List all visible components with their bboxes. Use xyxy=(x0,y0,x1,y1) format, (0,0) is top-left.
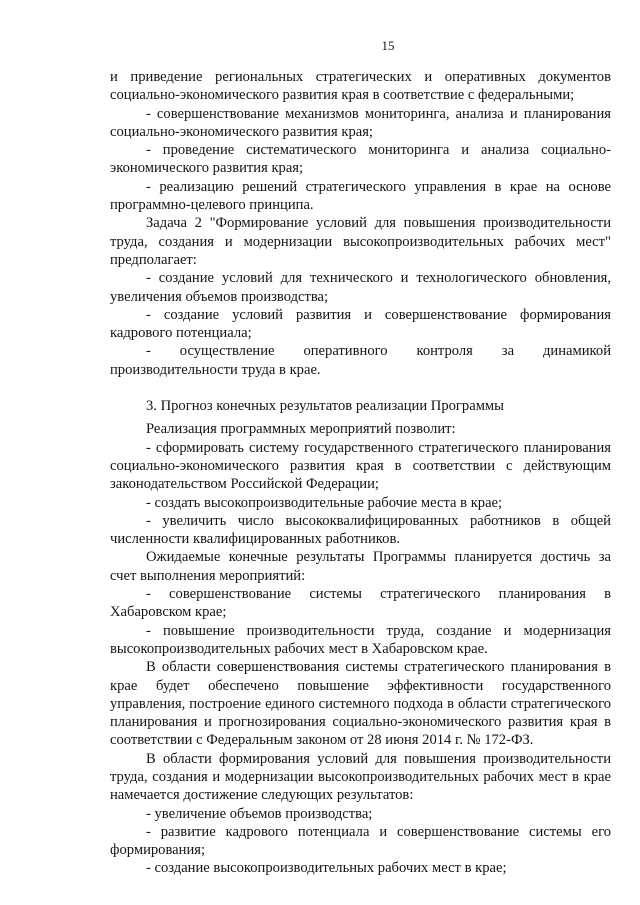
list-item: - проведение систематического мониторинга и анализа социально-экономического развития края; xyxy=(110,142,611,177)
section-heading: 3. Прогноз конечных результатов реализации Программы xyxy=(146,398,504,415)
paragraph: и приведение региональных стратегических и оперативных документов социально-экономического развития края в соответствие с федеральными; xyxy=(110,69,611,104)
paragraph: Задача 2 "Формирование условий для повышения производительности труда, создания и модернизации высокопроизводительных рабочих мест" предполагает: xyxy=(110,215,611,268)
paragraph: Реализация программных мероприятий позволит: xyxy=(146,421,456,438)
list-item: - увеличить число высококвалифицированных работников в общей численности квалифицированных работников. xyxy=(110,512,611,548)
list-item: - создание условий для технического и технологического обновления, увеличения объемов производства; xyxy=(110,270,611,305)
document-body xyxy=(110,68,611,878)
list-item: - увеличение объемов производства; xyxy=(146,805,373,822)
paragraph: Ожидаемые конечные результаты Программы планируется достичь за счет выполнения мероприятий: xyxy=(110,549,611,584)
list-item: - создание условий развития и совершенствование формирования кадрового потенциала; xyxy=(110,306,611,342)
paragraph: В области совершенствования системы стратегического планирования в крае будет обеспечено повышение эффективности государственного управления, построение единого системного подхода в области стратегического планирования и прогнозирования социально-экономического развития края в соответствии с Федеральным законом от 28 июня 2014 г. № 172-ФЗ. xyxy=(110,659,611,749)
list-item: - создание высокопроизводительных рабочих мест в крае; xyxy=(146,860,507,877)
list-item: - сформировать систему государственного стратегического планирования социально-экономического развития края в соответствии с действующим законодательством Российской Федерации; xyxy=(110,439,611,493)
list-item: - совершенствование механизмов мониторинга, анализа и планирования социально-экономического развития края; xyxy=(110,105,611,140)
page-number: 15 xyxy=(381,38,395,53)
list-item: - развитие кадрового потенциала и совершенствование системы его формирования; xyxy=(110,823,611,859)
list-item: - совершенствование системы стратегического планирования в Хабаровском крае; xyxy=(110,586,611,621)
list-item: - осуществление оперативного контроля за динамикой производительности труда в крае. xyxy=(110,343,611,378)
list-item: - создать высокопроизводительные рабочие места в крае; xyxy=(146,494,503,511)
list-item: - повышение производительности труда, создание и модернизация высокопроизводительных рабочих мест в Хабаровском крае. xyxy=(110,622,611,657)
paragraph: В области формирования условий для повышения производительности труда, создания и модернизации высокопроизводительных рабочих мест в крае намечается достижение следующих результатов: xyxy=(110,750,611,804)
list-item: - реализацию решений стратегического управления в крае на основе программно-целевого принципа. xyxy=(110,178,611,214)
